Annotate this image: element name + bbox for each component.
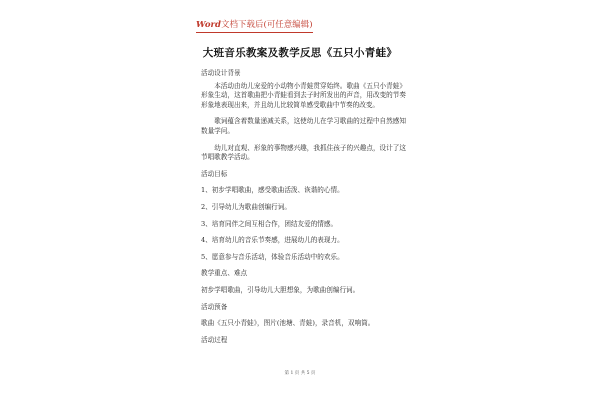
page-number: 第 1 页 共 5 页 [284, 371, 316, 376]
document-body [201, 69, 406, 345]
section-heading-background: 活动设计背景 [201, 69, 241, 77]
paragraph: 幼儿对直观、形象的事物感兴趣，我抓住孩子的兴趣点，设计了这节唱歌教学活动。 [201, 143, 406, 162]
goal-item: 5、愿意参与音乐活动，体验音乐活动中的欢乐。 [201, 252, 344, 261]
section-heading-prep: 活动预备 [201, 302, 228, 311]
paragraph: 歌词蕴含着数量递减关系，这使幼儿在学习歌曲的过程中自然感知数量学问。 [201, 117, 406, 135]
goal-item: 1、初步学唱歌曲，感受歌曲活泼、诙谐的心情。 [201, 186, 344, 195]
goal-item: 4、培育幼儿的音乐节奏感，进展幼儿的表现力。 [201, 236, 344, 245]
keypoints-text: 初步学唱歌曲，引导幼儿大胆想象，为歌曲创编行词。 [201, 285, 360, 294]
section-heading-keypoints: 教学重点、难点 [201, 269, 248, 278]
prep-text: 歌曲《五只小青蛙》，图片(池塘、青蛙)，录音机，双响筒。 [201, 319, 375, 328]
paragraph: 本活动由幼儿宠爱的小动物小青蛙贯穿始终。歌曲《五只小青蛙》形象生动，这首歌曲把小青蛙看到去子时所发出的声音，用改变的节奏形象地表现出来，并且幼儿比较简单感受歌曲中节奏的改变。 [201, 81, 406, 109]
section-heading-process: 活动过程 [201, 335, 228, 344]
document-title: 大班音乐教案及教学反思《五只小青蛙》 [202, 47, 398, 59]
section-heading-goals: 活动目标 [201, 169, 228, 178]
brand-word: Word [196, 20, 221, 30]
download-note[interactable] [196, 20, 313, 33]
goal-item: 3、培育同伴之间互相合作，团结友爱的情感。 [201, 219, 338, 228]
download-note-text: 文档下载后(可任意编辑) [220, 20, 313, 30]
goal-item: 2、引导幼儿为歌曲创编行词。 [201, 202, 291, 211]
